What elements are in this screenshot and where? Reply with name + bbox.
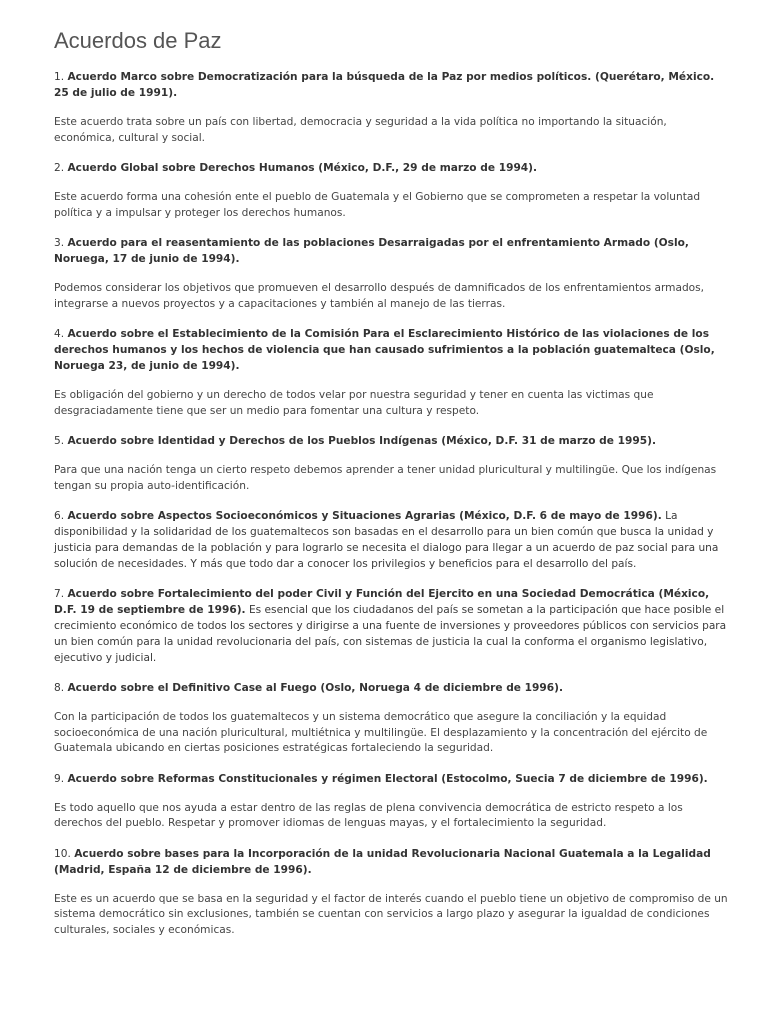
agreement-description: Con la participación de todos los guatemaltecos y un sistema democrático que asegure la conciliación y la equidad socioeconómica de una nación pluricultural, multiétnica y multilingüe. El desplazamiento y la concentración del ejército de Guatemala ubicando en ciertas posiciones estratégicas fortaleciendo la seguridad. (54, 711, 708, 754)
agreement-entry-10 (54, 846, 728, 939)
agreement-title: Acuerdo Marco sobre Democratización para la búsqueda de la Paz por medios políticos. (Querétaro, México. 25 de julio de 1991). (54, 71, 715, 99)
agreement-description: Es todo aquello que nos ayuda a estar dentro de las reglas de plena convivencia democrática de estricto respeto a los derechos del pueblo. Respetar y promover idiomas de lenguas mayas, y el fortalecimiento la seguridad. (54, 801, 683, 829)
agreement-heading (54, 235, 728, 267)
agreement-entry-1 (54, 69, 728, 146)
agreement-number: 8. (54, 682, 65, 694)
agreement-description: Este acuerdo trata sobre un país con libertad, democracia y seguridad a la vida política no importando la situación, económica, cultural y social. (54, 116, 667, 144)
agreement-title: Acuerdo sobre el Definitivo Case al Fuego (Oslo, Noruega 4 de diciembre de 1996). (67, 682, 564, 694)
page-title: Acuerdos de Paz (54, 28, 222, 53)
agreement-heading (54, 508, 728, 572)
agreement-entry-8 (54, 680, 728, 757)
agreement-entry-2 (54, 160, 728, 221)
agreement-heading (54, 326, 728, 374)
agreement-entry-5 (54, 433, 728, 494)
agreement-description: La disponibilidad y la solidaridad de los guatemaltecos son basadas en el desarrollo para un bien común que busca la unidad y justicia para demandas de la población y para lograrlo se necesita el dialogo para llegar a un acuerdo de paz social para una solución de necesidades. Y más que todo dar a conocer los privilegios y beneficios para el desarrollo del país. (54, 510, 719, 570)
agreement-title: Acuerdo sobre Reformas Constitucionales y régimen Electoral (Estocolmo, Suecia 7 de diciembre de 1996). (67, 772, 708, 785)
agreement-title: Acuerdo sobre Identidad y Derechos de los Pueblos Indígenas (México, D.F. 31 de marzo de 1995). (67, 435, 656, 447)
agreement-title: Acuerdo sobre Fortalecimiento del poder Civil y Función del Ejercito en una Sociedad Democrática (México, D.F. 19 de septiembre de 1996). (54, 588, 710, 616)
agreement-heading (54, 160, 728, 176)
agreement-description: Este acuerdo forma una cohesión ente el pueblo de Guatemala y el Gobierno que se comprometen a respetar la voluntad política y a impulsar y proteger los derechos humanos. (54, 191, 701, 219)
agreement-title: Acuerdo sobre el Establecimiento de la Comisión Para el Esclarecimiento Histórico de las violaciones de los derechos humanos y los hechos de violencia que han causado sufrimientos a la población guatemalteca (Oslo, Noruega 23, de junio de 1994). (54, 328, 715, 372)
agreement-heading (54, 680, 728, 696)
agreement-description: Este es un acuerdo que se basa en la seguridad y el factor de interés cuando el pueblo tiene un objetivo de compromiso de un sistema democrático sin exclusiones, también se cuentan con servicios a largo plazo y asegurar la igualdad de condiciones culturales, sociales y económicas. (54, 892, 728, 936)
agreement-number: 10. (54, 847, 71, 860)
agreement-entry-4 (54, 326, 728, 419)
agreement-heading (54, 771, 728, 787)
agreement-entry-3 (54, 235, 728, 312)
agreement-number: 3. (54, 237, 65, 249)
agreement-number: 9. (54, 772, 65, 785)
agreement-title: Acuerdo sobre bases para la Incorporación de la unidad Revolucionaria Nacional Guatemala a la Legalidad (Madrid, España 12 de diciembre de 1996). (54, 847, 711, 876)
agreement-number: 5. (54, 435, 65, 447)
agreement-number: 7. (54, 588, 65, 600)
agreement-number: 6. (54, 510, 65, 522)
agreement-heading (54, 846, 728, 878)
agreement-entry-9 (54, 771, 728, 832)
agreement-description: Es esencial que los ciudadanos del país se sometan a la participación que hace posible el crecimiento económico de todos los sectores y dirigirse a una fuente de inversiones y proveedores públicos con servicios para un bien común para la unidad revolucionaria del país, con sistemas de justicia la cual la conforma el organismo legislativo, ejecutivo y judicial. (54, 604, 727, 664)
agreement-description: Es obligación del gobierno y un derecho de todos velar por nuestra seguridad y tener en cuenta las victimas que desgraciadamente tiene que ser un medio para fomentar una cultura y respeto. (54, 389, 654, 417)
agreement-number: 4. (54, 328, 65, 340)
agreement-number: 1. (54, 71, 65, 83)
agreement-description: Podemos considerar los objetivos que promueven el desarrollo después de damnificados de los enfrentamientos armados, integrarse a nuevos proyectos y a capacitaciones y también al manejo de las tierras. (54, 282, 705, 310)
agreement-heading (54, 433, 728, 449)
agreement-title: Acuerdo Global sobre Derechos Humanos (México, D.F., 29 de marzo de 1994). (67, 162, 538, 174)
agreement-title: Acuerdo sobre Aspectos Socioeconómicos y Situaciones Agrarias (México, D.F. 6 de mayo de 1996). (67, 510, 662, 522)
agreement-entry-7 (54, 586, 728, 666)
agreement-entry-6 (54, 508, 728, 572)
agreement-title: Acuerdo para el reasentamiento de las poblaciones Desarraigadas por el enfrentamiento Armado (Oslo, Noruega, 17 de junio de 1994). (54, 237, 689, 265)
agreement-number: 2. (54, 162, 65, 174)
agreement-heading (54, 69, 728, 101)
agreement-heading (54, 586, 728, 666)
agreement-description: Para que una nación tenga un cierto respeto debemos aprender a tener unidad pluricultural y multilingüe. Que los indígenas tengan su propia auto-identificación. (54, 464, 717, 492)
